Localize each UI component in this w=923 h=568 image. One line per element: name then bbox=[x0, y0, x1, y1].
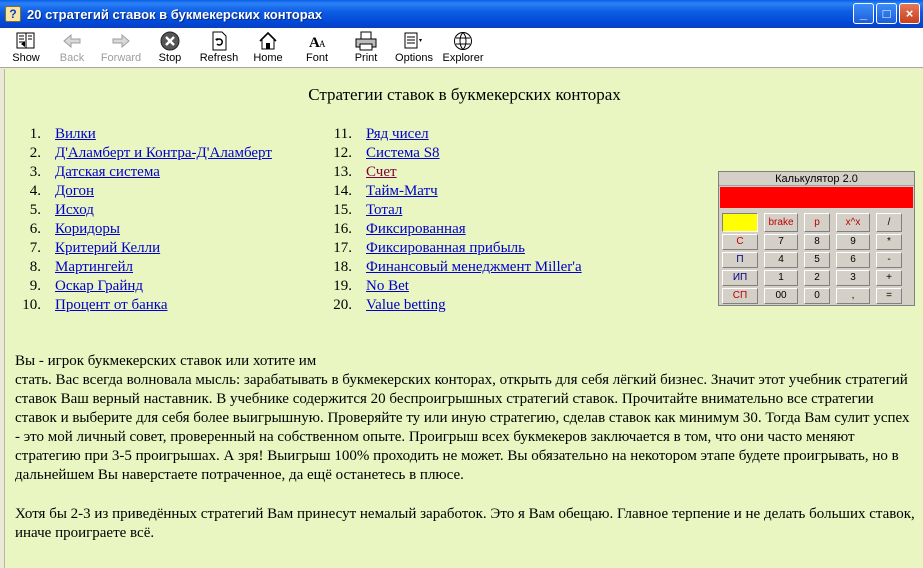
list-item bbox=[5, 125, 272, 144]
forward-label: Forward bbox=[100, 52, 142, 64]
calc-key-p[interactable]: p bbox=[804, 213, 830, 232]
list-item bbox=[325, 296, 582, 315]
calculator-keypad bbox=[722, 213, 912, 304]
item-number: 11. bbox=[333, 126, 352, 142]
font-icon bbox=[306, 31, 328, 51]
calculator-display bbox=[720, 187, 913, 208]
item-number: 5. bbox=[29, 202, 41, 218]
show-button[interactable] bbox=[4, 28, 48, 66]
list-item bbox=[5, 239, 272, 258]
item-number: 18. bbox=[333, 259, 352, 275]
item-number: 2. bbox=[29, 145, 41, 161]
calc-key-multiply[interactable]: * bbox=[876, 234, 902, 250]
list-item bbox=[325, 163, 582, 182]
calc-key-power[interactable]: x^x bbox=[836, 213, 870, 232]
strategy-link[interactable]: Ряд чисел bbox=[366, 126, 429, 142]
stop-icon bbox=[159, 31, 181, 51]
calc-key-5[interactable]: 5 bbox=[804, 252, 830, 268]
calculator-input-field[interactable] bbox=[722, 213, 758, 232]
forward-button[interactable] bbox=[96, 28, 146, 66]
options-label: Options bbox=[395, 52, 433, 64]
item-number: 13. bbox=[333, 164, 352, 180]
item-number: 7. bbox=[29, 240, 41, 256]
window-controls bbox=[853, 3, 920, 24]
list-item bbox=[5, 296, 272, 315]
close-button[interactable]: × bbox=[899, 3, 920, 24]
strategy-link[interactable]: Value betting bbox=[366, 297, 446, 313]
item-number: 3. bbox=[29, 164, 41, 180]
list-item bbox=[325, 201, 582, 220]
calc-key-c[interactable]: С bbox=[722, 234, 758, 250]
explorer-globe-icon bbox=[452, 31, 474, 51]
calc-key-0[interactable]: 0 bbox=[804, 288, 830, 304]
home-icon bbox=[257, 31, 279, 51]
calc-key-2[interactable]: 2 bbox=[804, 270, 830, 286]
list-item bbox=[325, 277, 582, 296]
strategy-link[interactable]: Мартингейл bbox=[55, 259, 134, 275]
calc-key-3[interactable]: 3 bbox=[836, 270, 870, 286]
window-title: 20 стратегий ставок в букмекерских конторах bbox=[27, 6, 323, 22]
item-number: 20. bbox=[333, 297, 352, 313]
strategy-link[interactable]: Оскар Грайнд bbox=[55, 278, 144, 294]
intro-body: стать. Вас всегда волновала мысль: зарабатывать в букмекерских конторах, открыть для себя лёгкий бизнес. Значит этот учебник стратегий ставок Ваш верный наставник. В учебнике содержится 20 беспроигрышных стратегий ставок. Прочитайте внимательно все стратегии ставок и выберите для себя более выигрышную. Проверяйте ту или иную стратегию, сделав ставок как минимум 30. Тогда Вам сулит успех - это мой личный совет, проверенный на собственном опыте. Проигрыш всех букмекеров заключается в том, что они часто меняют стратегию при 3-5 проигрышах. А зря! Выигрыш 100% проходить не может. Вы обязательно на некотором этапе будете проигрывать, но в дальнейшем Вы наверстаете потраченное, да ещё останетесь в плюсе. bbox=[15, 372, 910, 483]
strategy-link[interactable]: Процент от банка bbox=[55, 297, 168, 313]
list-item bbox=[5, 201, 272, 220]
list-item bbox=[5, 163, 272, 182]
minimize-button[interactable]: _ bbox=[853, 3, 874, 24]
svg-text:A: A bbox=[309, 35, 320, 51]
strategy-link-visited[interactable]: Счет bbox=[366, 164, 397, 180]
strategy-link[interactable]: Критерий Келли bbox=[55, 240, 161, 256]
content-pane bbox=[4, 69, 923, 568]
list-item bbox=[325, 220, 582, 239]
svg-text:A: A bbox=[319, 39, 326, 49]
strategy-link[interactable]: Система S8 bbox=[366, 145, 440, 161]
intro-paragraph bbox=[15, 352, 915, 485]
printer-icon bbox=[355, 31, 377, 51]
help-document-icon: ? bbox=[5, 6, 21, 22]
calc-key-minus[interactable]: - bbox=[876, 252, 902, 268]
item-number: 6. bbox=[29, 221, 41, 237]
maximize-button[interactable]: □ bbox=[876, 3, 897, 24]
strategy-link[interactable]: Тотал bbox=[366, 202, 403, 218]
item-number: 1. bbox=[29, 126, 41, 142]
page-title: Стратегии ставок в букмекерских конторах bbox=[308, 85, 621, 104]
list-item bbox=[5, 277, 272, 296]
item-number: 17. bbox=[333, 240, 352, 256]
font-button[interactable] bbox=[292, 28, 342, 66]
calc-key-equals[interactable]: = bbox=[876, 288, 902, 304]
list-item bbox=[325, 144, 582, 163]
font-label: Font bbox=[305, 52, 328, 64]
calc-key-4[interactable]: 4 bbox=[764, 252, 798, 268]
strategy-link[interactable]: Догон bbox=[55, 183, 95, 199]
closing-paragraph: Хотя бы 2-3 из приведённых стратегий Вам принесут немалый заработок. Это я Вам обещаю. Главное терпение и не делать больших ставок, иначе проиграете всё. bbox=[15, 506, 915, 541]
list-item bbox=[325, 125, 582, 144]
list-item bbox=[5, 144, 272, 163]
strategy-link[interactable]: Д'Аламберт и Контра-Д'Аламберт bbox=[55, 145, 272, 161]
calc-key-6[interactable]: 6 bbox=[836, 252, 870, 268]
item-number: 12. bbox=[333, 145, 352, 161]
intro-first-line: Вы - игрок букмекерских ставок или хотите им bbox=[15, 353, 317, 369]
refresh-icon bbox=[208, 31, 230, 51]
options-icon bbox=[403, 31, 425, 51]
calc-key-brake[interactable]: brake bbox=[764, 213, 798, 232]
calc-key-p-memory[interactable]: П bbox=[722, 252, 758, 268]
list-item bbox=[5, 182, 272, 201]
list-item bbox=[325, 239, 582, 258]
home-button[interactable] bbox=[244, 28, 292, 66]
refresh-button[interactable] bbox=[194, 28, 244, 66]
print-label: Print bbox=[354, 52, 378, 64]
list-item bbox=[5, 220, 272, 239]
calculator-title: Калькулятор 2.0 bbox=[719, 172, 914, 186]
back-label: Back bbox=[59, 52, 85, 64]
strategy-link[interactable]: Фиксированная bbox=[366, 221, 466, 237]
strategy-link[interactable]: Исход bbox=[55, 202, 94, 218]
calc-key-8[interactable]: 8 bbox=[804, 234, 830, 250]
back-button[interactable] bbox=[48, 28, 96, 66]
stop-label: Stop bbox=[158, 52, 182, 64]
item-number: 16. bbox=[333, 221, 352, 237]
strategy-list-left bbox=[5, 125, 272, 315]
item-number: 4. bbox=[29, 183, 41, 199]
strategy-link[interactable]: Датская система bbox=[55, 164, 160, 180]
calc-key-ip[interactable]: ИП bbox=[722, 270, 758, 286]
print-button[interactable] bbox=[342, 28, 390, 66]
stop-button[interactable] bbox=[146, 28, 194, 66]
item-number: 10. bbox=[22, 297, 41, 313]
calc-key-plus[interactable]: + bbox=[876, 270, 902, 286]
item-number: 14. bbox=[333, 183, 352, 199]
strategy-link[interactable]: Фиксированная прибыль bbox=[366, 240, 525, 256]
back-arrow-icon bbox=[61, 31, 83, 51]
calc-key-9[interactable]: 9 bbox=[836, 234, 870, 250]
title-bar bbox=[0, 0, 923, 28]
show-label: Show bbox=[12, 52, 40, 64]
calc-key-00[interactable]: 00 bbox=[764, 288, 798, 304]
strategy-link[interactable]: No Bet bbox=[366, 278, 409, 294]
strategy-link[interactable]: Коридоры bbox=[55, 221, 120, 237]
calc-key-1[interactable]: 1 bbox=[764, 270, 798, 286]
options-button[interactable] bbox=[390, 28, 438, 66]
list-item bbox=[5, 258, 272, 277]
item-number: 19. bbox=[333, 278, 352, 294]
calc-key-divide[interactable]: / bbox=[876, 213, 902, 232]
explorer-button[interactable] bbox=[438, 28, 488, 66]
calc-key-sp[interactable]: СП bbox=[722, 288, 758, 304]
show-icon bbox=[15, 31, 37, 51]
refresh-label: Refresh bbox=[199, 52, 239, 64]
home-label: Home bbox=[253, 52, 283, 64]
strategy-link[interactable]: Вилки bbox=[55, 126, 96, 142]
list-item bbox=[325, 258, 582, 277]
toolbar bbox=[0, 28, 923, 68]
item-number: 8. bbox=[29, 259, 41, 275]
strategy-list-right bbox=[325, 125, 582, 315]
calc-key-7[interactable]: 7 bbox=[764, 234, 798, 250]
calculator-widget bbox=[718, 171, 915, 306]
item-number: 9. bbox=[29, 278, 41, 294]
strategy-link[interactable]: Тайм-Матч bbox=[366, 183, 438, 199]
forward-arrow-icon bbox=[110, 31, 132, 51]
list-item bbox=[325, 182, 582, 201]
item-number: 15. bbox=[333, 202, 352, 218]
explorer-label: Explorer bbox=[442, 52, 484, 64]
strategy-link[interactable]: Финансовый менеджмент Miller'a bbox=[366, 259, 582, 275]
calc-key-comma[interactable]: , bbox=[836, 288, 870, 304]
